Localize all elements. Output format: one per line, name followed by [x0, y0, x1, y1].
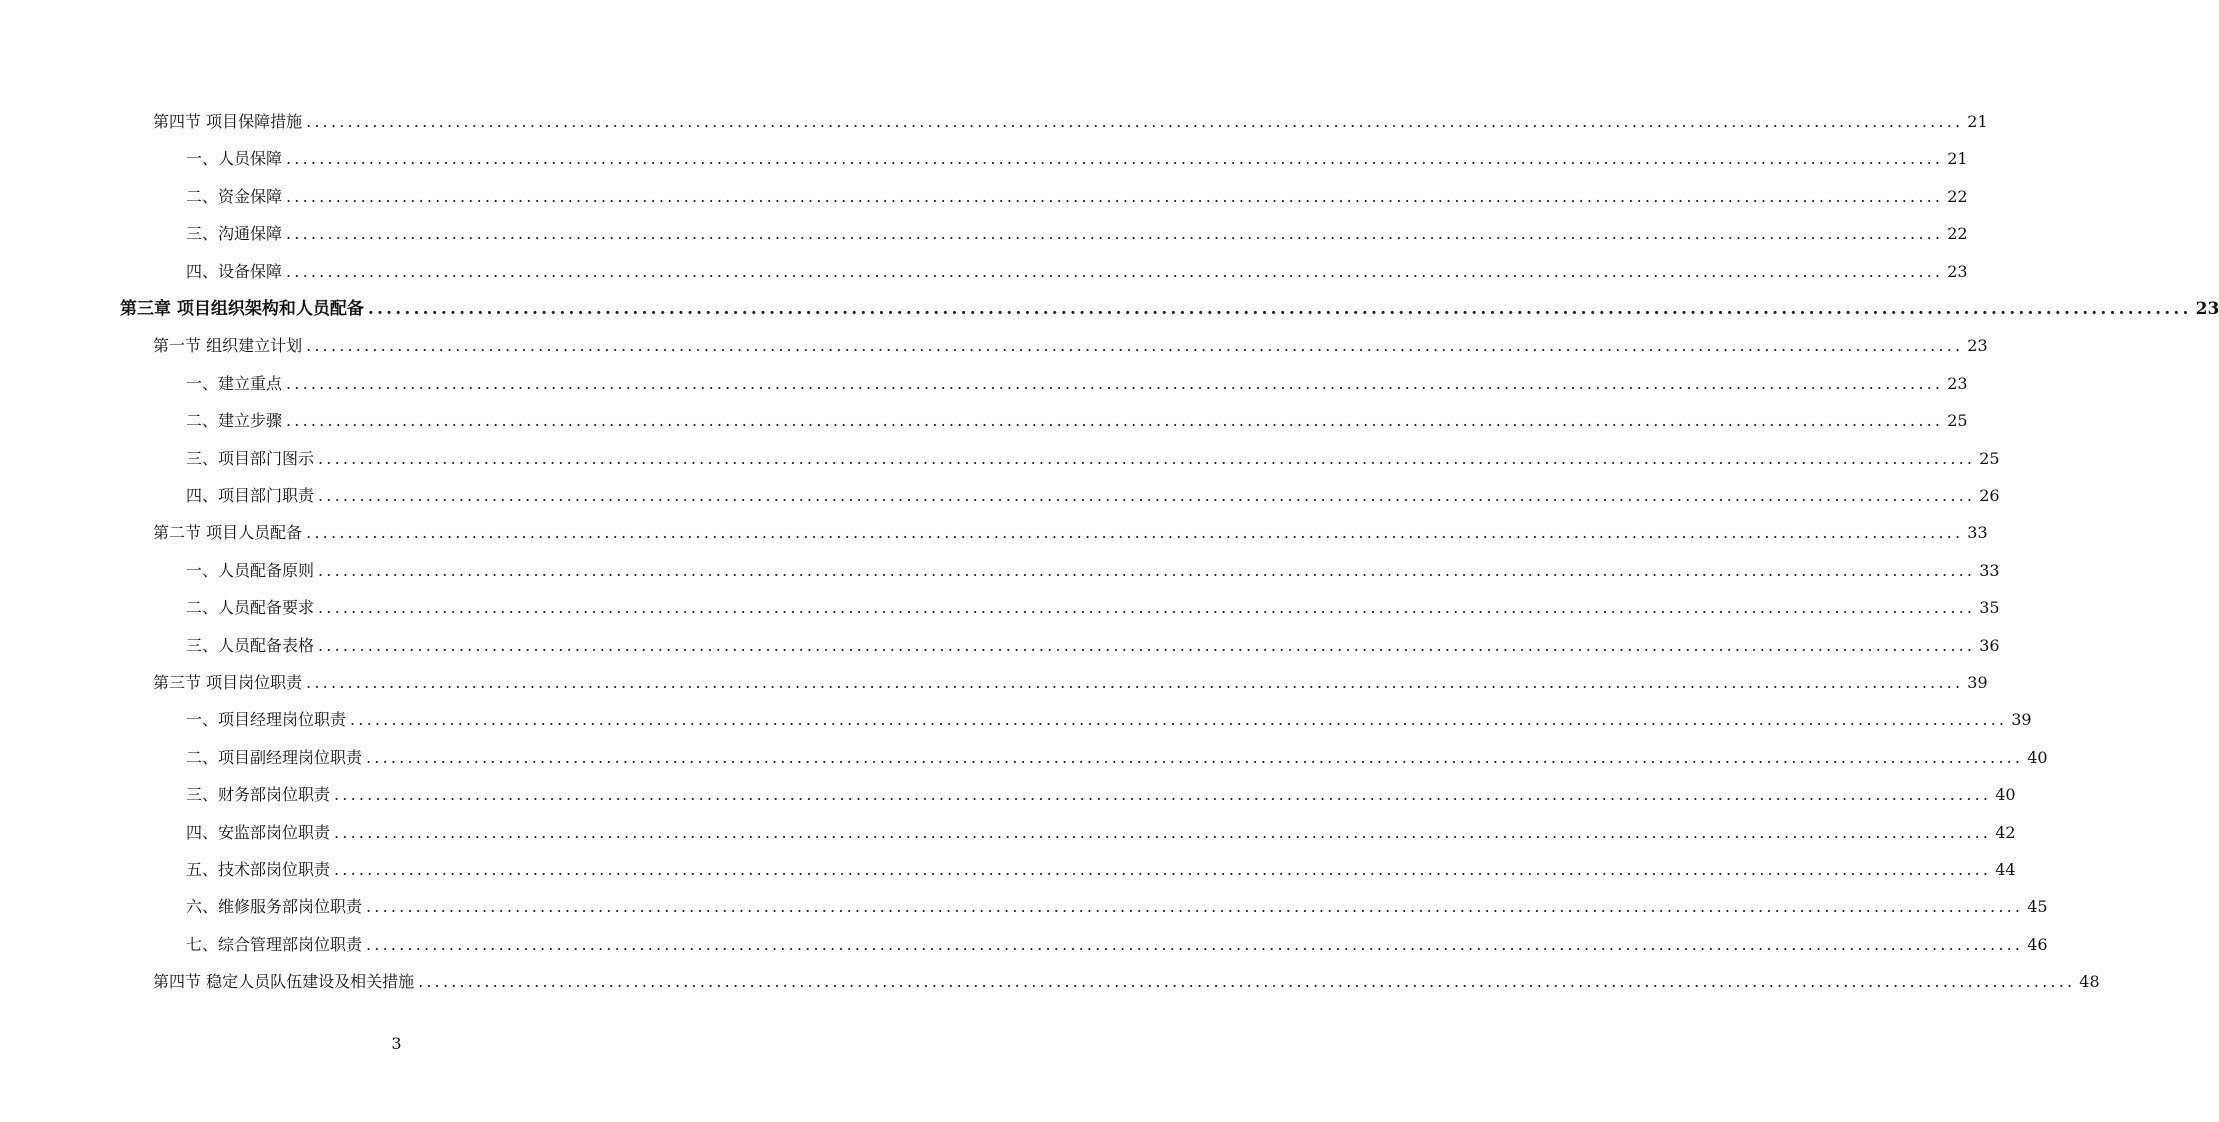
- toc-dot-leader: ........................................................................................................................................................................................................: [318, 635, 1976, 655]
- toc-dot-leader: ........................................................................................................................................................................................................: [286, 224, 1944, 244]
- toc-entry-title: 二、建立步骤: [186, 411, 283, 431]
- toc-entry-title: 一、项目经理岗位职责: [186, 710, 347, 730]
- toc-section-entry[interactable]: [153, 519, 1988, 543]
- toc-dot-leader: ........................................................................................................................................................................................................: [418, 972, 2076, 992]
- toc-entry-page: 23: [1967, 336, 1988, 356]
- toc-entry-title: 第三章 项目组织架构和人员配备: [120, 299, 364, 319]
- toc-subsection-entry[interactable]: [186, 856, 2016, 880]
- toc-section-entry[interactable]: [153, 669, 1988, 693]
- toc-section-entry[interactable]: [153, 108, 1988, 132]
- toc-entry-title: 四、设备保障: [186, 261, 283, 281]
- toc-subsection-entry[interactable]: [186, 482, 2000, 506]
- toc-entry-title: 三、项目部门图示: [186, 448, 315, 468]
- toc-subsection-entry[interactable]: [186, 183, 1968, 207]
- toc-entry-page: 40: [2027, 747, 2048, 767]
- toc-dot-leader: ........................................................................................................................................................................................................: [366, 747, 2024, 767]
- toc-dot-leader: ........................................................................................................................................................................................................: [306, 112, 1964, 131]
- toc-entry-page: 36: [1979, 635, 2000, 655]
- toc-dot-leader: ........................................................................................................................................................................................................: [318, 448, 1976, 468]
- toc-dot-leader: ........................................................................................................................................................................................................: [334, 860, 1992, 879]
- toc-entry-page: 46: [2027, 934, 2048, 954]
- toc-dot-leader: ........................................................................................................................................................................................................: [334, 822, 1992, 842]
- toc-subsection-entry[interactable]: [186, 931, 2048, 955]
- toc-dot-leader: ........................................................................................................................................................................................................: [367, 299, 2192, 319]
- toc-dot-leader: ........................................................................................................................................................................................................: [306, 523, 1964, 543]
- toc-subsection-entry[interactable]: [186, 893, 2048, 917]
- toc-entry-title: 第三节 项目岗位职责: [153, 673, 303, 692]
- toc-entry-title: 一、人员配备原则: [186, 560, 315, 580]
- toc-entry-title: 第四节 项目保障措施: [153, 112, 303, 131]
- toc-subsection-entry[interactable]: [186, 632, 2000, 656]
- toc-entry-page: 44: [1995, 860, 2016, 879]
- toc-entry-title: 七、综合管理部岗位职责: [186, 934, 363, 954]
- toc-entry-page: 45: [2027, 897, 2048, 917]
- toc-entry-page: 39: [1967, 673, 1988, 692]
- toc-dot-leader: ........................................................................................................................................................................................................: [286, 149, 1944, 169]
- toc-entry-page: 25: [1979, 448, 2000, 468]
- toc-dot-leader: ........................................................................................................................................................................................................: [318, 560, 1976, 580]
- toc-entry-page: 22: [1947, 186, 1968, 206]
- toc-dot-leader: ........................................................................................................................................................................................................: [286, 261, 1944, 281]
- toc-dot-leader: ........................................................................................................................................................................................................: [366, 897, 2024, 917]
- toc-subsection-entry[interactable]: [186, 145, 1968, 169]
- toc-dot-leader: ........................................................................................................................................................................................................: [318, 486, 1976, 505]
- toc-entry-page: 22: [1947, 224, 1968, 244]
- toc-entry-title: 第二节 项目人员配备: [153, 523, 303, 543]
- toc-subsection-entry[interactable]: [186, 819, 2016, 843]
- toc-dot-leader: ........................................................................................................................................................................................................: [286, 186, 1944, 206]
- toc-entry-title: 第一节 组织建立计划: [153, 336, 303, 356]
- toc-entry-page: 42: [1995, 822, 2016, 842]
- toc-entry-page: 39: [2011, 710, 2032, 730]
- toc-subsection-entry[interactable]: [186, 706, 2032, 730]
- toc-entry-page: 26: [1979, 486, 2000, 505]
- toc-subsection-entry[interactable]: [186, 557, 2000, 581]
- toc-entry-page: 35: [1979, 598, 2000, 618]
- toc-subsection-entry[interactable]: [186, 370, 1968, 394]
- toc-entry-title: 五、技术部岗位职责: [186, 860, 331, 879]
- toc-chapter-entry[interactable]: [120, 295, 2219, 319]
- toc-entry-page: 33: [1979, 560, 2000, 580]
- toc-entry-title: 一、建立重点: [186, 373, 283, 393]
- toc-entry-page: 23: [1947, 261, 1968, 281]
- toc-entry-title: 三、人员配备表格: [186, 635, 315, 655]
- toc-dot-leader: ........................................................................................................................................................................................................: [286, 373, 1944, 393]
- toc-subsection-entry[interactable]: [186, 781, 2016, 805]
- toc-dot-leader: ........................................................................................................................................................................................................: [318, 598, 1976, 618]
- toc-entry-page: 25: [1947, 411, 1968, 431]
- toc-dot-leader: ........................................................................................................................................................................................................: [306, 336, 1964, 356]
- toc-subsection-entry[interactable]: [186, 258, 1968, 282]
- toc-entry-page: 21: [1947, 149, 1968, 169]
- toc-subsection-entry[interactable]: [186, 407, 1968, 431]
- toc-entry-page: 23: [2195, 299, 2219, 319]
- toc-entry-page: 21: [1967, 112, 1988, 131]
- toc-entry-title: 二、资金保障: [186, 186, 283, 206]
- toc-subsection-entry[interactable]: [186, 744, 2048, 768]
- toc-dot-leader: ........................................................................................................................................................................................................: [366, 934, 2024, 954]
- toc-entry-title: 三、沟通保障: [186, 224, 283, 244]
- toc-entry-title: 二、人员配备要求: [186, 598, 315, 618]
- toc-entry-title: 四、安监部岗位职责: [186, 822, 331, 842]
- toc-entry-title: 六、维修服务部岗位职责: [186, 897, 363, 917]
- toc-dot-leader: ........................................................................................................................................................................................................: [334, 785, 1992, 805]
- toc-entry-title: 二、项目副经理岗位职责: [186, 747, 363, 767]
- page-number: 3: [391, 1034, 402, 1053]
- toc-entry-page: 23: [1947, 373, 1968, 393]
- toc-section-entry[interactable]: [153, 968, 2100, 992]
- toc-entry-title: 一、人员保障: [186, 149, 283, 169]
- toc-subsection-entry[interactable]: [186, 445, 2000, 469]
- toc-entry-page: 48: [2079, 972, 2100, 992]
- toc-entry-title: 第四节 稳定人员队伍建设及相关措施: [153, 972, 415, 992]
- toc-section-entry[interactable]: [153, 332, 1988, 356]
- toc-dot-leader: ........................................................................................................................................................................................................: [286, 411, 1944, 431]
- toc-subsection-entry[interactable]: [186, 594, 2000, 618]
- toc-subsection-entry[interactable]: [186, 220, 1968, 244]
- toc-dot-leader: ........................................................................................................................................................................................................: [350, 710, 2008, 730]
- toc-dot-leader: ........................................................................................................................................................................................................: [306, 673, 1964, 692]
- toc-entry-title: 四、项目部门职责: [186, 486, 315, 505]
- toc-entry-page: 40: [1995, 785, 2016, 805]
- toc-entry-page: 33: [1967, 523, 1988, 543]
- toc-entry-title: 三、财务部岗位职责: [186, 785, 331, 805]
